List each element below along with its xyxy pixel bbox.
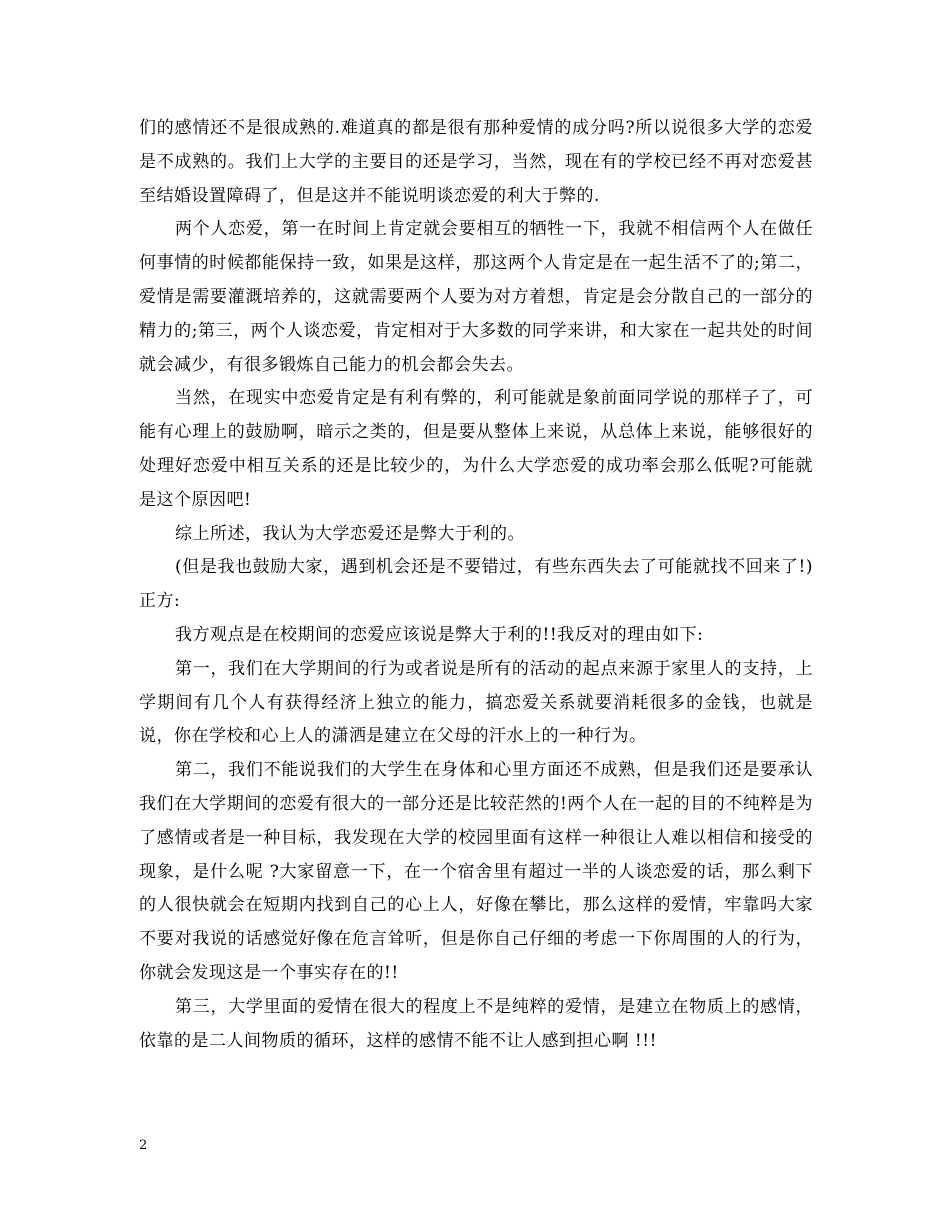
paragraph: 第三，大学里面的爱情在很大的程度上不是纯粹的爱情，是建立在物质上的感情，依靠的是二人间物质的循环，这样的感情不能不让人感到担心啊 !!! xyxy=(139,996,813,1051)
paragraph: 当然，在现实中恋爱肯定是有利有弊的，利可能就是象前面同学说的那样子了，可能有心理上的鼓励啊，暗示之类的，但是要从整体上来说，从总体上来说，能够很好的处理好恋爱中相互关系的还是比较少的，为什么大学恋爱的成功率会那么低呢?可能就是这个原因吧! xyxy=(139,388,813,510)
paragraph: (但是我也鼓励大家，遇到机会还是不要错过，有些东西失去了可能就找不回来了!)正方: xyxy=(139,557,813,612)
paragraph-continuation: 们的感情还不是很成熟的.难道真的都是很有那种爱情的成分吗?所以说很多大学的恋爱是不成熟的。我们上大学的主要目的还是学习，当然，现在有的学校已经不再对恋爱甚至结婚设置障碍了，但是这并不能说明谈恋爱的利大于弊的. xyxy=(139,118,813,206)
paragraph: 综上所述，我认为大学恋爱还是弊大于利的。 xyxy=(175,523,525,544)
paragraph: 第一，我们在大学期间的行为或者说是所有的活动的起点来源于家里人的支持，上学期间有几个人有获得经济上独立的能力，搞恋爱关系就要消耗很多的金钱，也就是说，你在学校和心上人的潇洒是建立在父母的汗水上的一种行为。 xyxy=(139,658,813,747)
paragraph: 我方观点是在校期间的恋爱应该说是弊大于利的!!我反对的理由如下: xyxy=(175,624,704,645)
page-number: 2 xyxy=(139,1138,148,1153)
paragraph: 两个人恋爱，第一在时间上肯定就会要相互的牺牲一下，我就不相信两个人在做任何事情的时候都能保持一致，如果是这样，那这两个人肯定是在一起生活不了的;第二，爱情是需要灌溉培养的，这就需要两个人要为对方着想，肯定是会分散自己的一部分的精力的;第三，两个人谈恋爱，肯定相对于大多数的同学来讲，和大家在一起共处的时间就会减少，有很多锻炼自己能力的机会都会失去。 xyxy=(139,219,813,375)
body-text xyxy=(139,112,813,1058)
paragraph: 第二，我们不能说我们的大学生在身体和心里方面还不成熟，但是我们还是要承认我们在大学期间的恋爱有很大的一部分还是比较茫然的!两个人在一起的目的不纯粹是为了感情或者是一种目标，我发现在大学的校园里面有这样一种很让人难以相信和接受的现象，是什么呢 ?大家留意一下，在一个宿舍里有超过一半的人谈恋爱的话，那么剩下的人很快就会在短期内找到自己的心上人，好像在攀比，那么这样的爱情，牢靠吗大家不要对我说的话感觉好像在危言耸听，但是你自己仔细的考虑一下你周围的人的行为，你就会发现这是一个事实存在的!! xyxy=(139,760,813,983)
